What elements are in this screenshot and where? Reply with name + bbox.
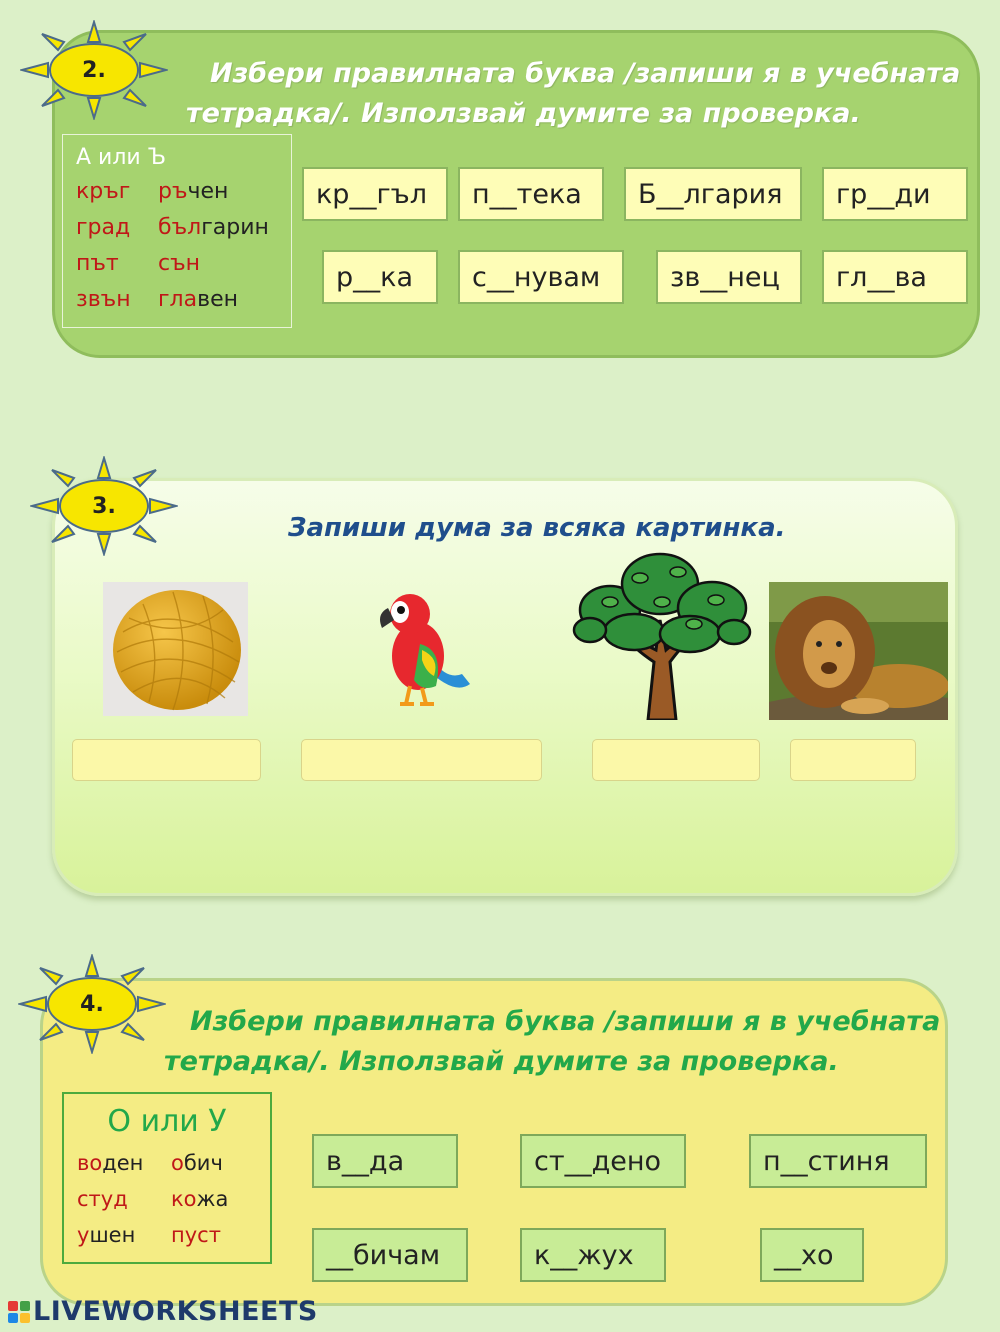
check-word: кожа bbox=[171, 1187, 229, 1211]
check-words-box bbox=[62, 1092, 272, 1264]
check-word: кръг bbox=[76, 179, 131, 204]
check-words-row bbox=[76, 246, 291, 282]
parrot-picture bbox=[374, 588, 474, 714]
exercise-3-instruction: Запиши дума за всяка картинка. bbox=[288, 513, 786, 543]
check-words-row bbox=[77, 1181, 270, 1217]
check-words-row bbox=[77, 1145, 270, 1181]
yarn-ball-picture bbox=[103, 582, 248, 716]
liveworksheets-logo bbox=[8, 1296, 318, 1327]
check-word: воден bbox=[77, 1151, 144, 1175]
check-word: сън bbox=[158, 251, 201, 276]
check-word: ушен bbox=[77, 1223, 136, 1247]
fill-slot[interactable]: __бичам bbox=[312, 1228, 468, 1282]
fill-slot[interactable]: зв__нец bbox=[656, 250, 802, 304]
fill-slot[interactable]: __хо bbox=[760, 1228, 864, 1282]
check-words-box bbox=[62, 134, 292, 328]
check-word: град bbox=[76, 215, 131, 240]
fill-slot[interactable]: с__нувам bbox=[458, 250, 624, 304]
sun-badge-2 bbox=[20, 20, 168, 120]
fill-slot[interactable]: к__жух bbox=[520, 1228, 666, 1282]
logo-mark-icon bbox=[8, 1301, 30, 1323]
check-word: ръчен bbox=[158, 179, 229, 204]
fill-slot[interactable]: кр__гъл bbox=[302, 167, 448, 221]
fill-slot[interactable]: п__тека bbox=[458, 167, 604, 221]
fill-slot[interactable]: гр__ди bbox=[822, 167, 968, 221]
answer-input-tree[interactable] bbox=[592, 739, 760, 781]
exercise-4-instruction: Избери правилната буква /запиши я в учебната тетрадка/. Използвай думите за проверка. bbox=[164, 1006, 941, 1077]
check-words-row bbox=[76, 210, 291, 246]
exercise-number: 2. bbox=[82, 57, 106, 83]
answer-input-yarn[interactable] bbox=[72, 739, 261, 781]
check-words-title: О или У bbox=[107, 1104, 227, 1139]
fill-slot[interactable]: Б__лгария bbox=[624, 167, 802, 221]
tree-picture bbox=[570, 550, 752, 720]
check-words-title: А или Ъ bbox=[76, 145, 167, 170]
check-words-row bbox=[76, 174, 291, 210]
fill-slot[interactable]: р__ка bbox=[322, 250, 438, 304]
fill-slot[interactable]: гл__ва bbox=[822, 250, 968, 304]
logo-text: LIVEWORKSHEETS bbox=[33, 1296, 318, 1327]
check-word: обич bbox=[171, 1151, 223, 1175]
check-word: българин bbox=[158, 215, 269, 240]
fill-slot[interactable]: в__да bbox=[312, 1134, 458, 1188]
check-word: главен bbox=[158, 287, 238, 312]
exercise-2-instruction: Избери правилната буква /запиши я в учебната тетрадка/. Използвай думите за проверка. bbox=[186, 58, 961, 129]
check-word: пуст bbox=[171, 1223, 221, 1247]
exercise-number: 4. bbox=[80, 991, 104, 1017]
fill-slot[interactable]: ст__дено bbox=[520, 1134, 686, 1188]
check-words-row bbox=[76, 282, 291, 318]
sun-badge-3 bbox=[30, 456, 178, 556]
check-word: звън bbox=[76, 287, 131, 312]
check-word: студ bbox=[77, 1187, 128, 1211]
answer-input-parrot[interactable] bbox=[301, 739, 542, 781]
check-word: път bbox=[76, 251, 119, 276]
lion-picture bbox=[769, 582, 948, 720]
check-words-row bbox=[77, 1217, 270, 1253]
sun-badge-4 bbox=[18, 954, 166, 1054]
answer-input-lion[interactable] bbox=[790, 739, 916, 781]
fill-slot[interactable]: п__стиня bbox=[749, 1134, 927, 1188]
exercise-number: 3. bbox=[92, 493, 116, 519]
